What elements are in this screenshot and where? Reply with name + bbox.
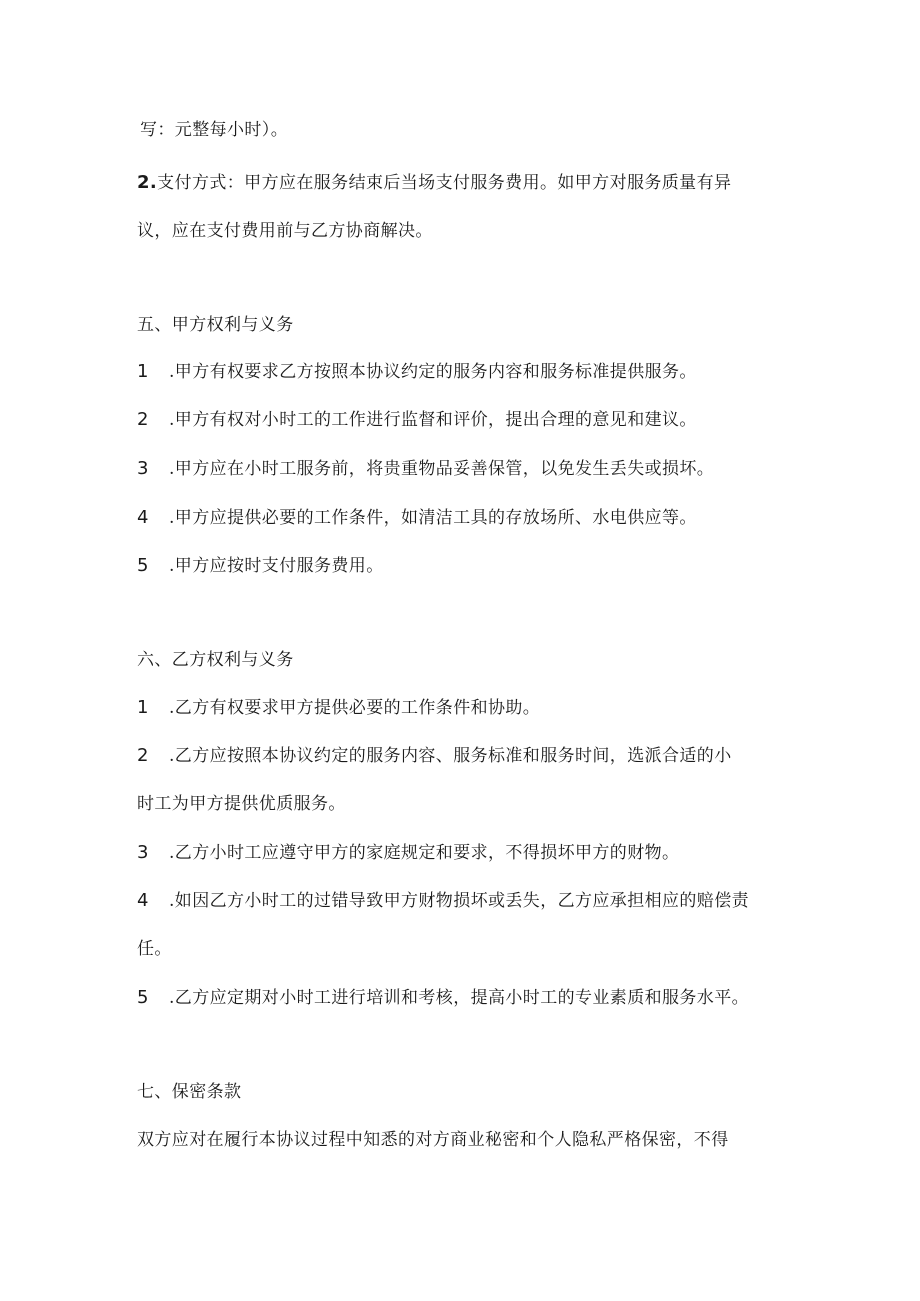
clause-number: 5 bbox=[137, 555, 149, 576]
payment-clause-line1 bbox=[137, 171, 731, 195]
party-b-clause-4-cont bbox=[137, 937, 172, 961]
clause-number: 5 bbox=[137, 987, 149, 1008]
clause-text: .甲方应按时支付服务费用。 bbox=[169, 556, 384, 576]
party-b-clause-4 bbox=[137, 889, 749, 913]
clause-number: 3 bbox=[137, 458, 149, 479]
party-b-clause-5 bbox=[137, 986, 749, 1010]
payment-clause-text: 支付方式：甲方应在服务结束后当场支付服务费用。如甲方对服务质量有异 bbox=[157, 173, 732, 193]
section-heading-text: 七、保密条款 bbox=[137, 1082, 242, 1102]
party-b-clause-2-cont bbox=[137, 792, 346, 816]
clause-text: .乙方有权要求甲方提供必要的工作条件和协助。 bbox=[169, 698, 541, 718]
clause-number: 4 bbox=[137, 507, 149, 528]
clause-number: 3 bbox=[137, 842, 149, 863]
payment-clause-line2 bbox=[137, 219, 433, 243]
clause-text: .甲方有权要求乙方按照本协议约定的服务内容和服务标准提供服务。 bbox=[169, 362, 697, 382]
clause-text: .甲方应在小时工服务前，将贵重物品妥善保管，以免发生丢失或损坏。 bbox=[169, 459, 715, 479]
payment-clause-text-cont: 议，应在支付费用前与乙方协商解决。 bbox=[137, 221, 433, 241]
clause-text: .甲方应提供必要的工作条件，如清洁工具的存放场所、水电供应等。 bbox=[169, 508, 697, 528]
party-a-clause-4 bbox=[137, 506, 697, 530]
party-a-clause-3 bbox=[137, 457, 714, 481]
clause-number: 2 bbox=[137, 745, 149, 766]
party-a-clause-2 bbox=[137, 408, 697, 432]
fee-note-text: 写：元整每小时）。 bbox=[140, 120, 289, 140]
clause-number: 1 bbox=[137, 361, 149, 382]
section-heading-party-b-rights bbox=[137, 648, 294, 672]
party-b-clause-3 bbox=[137, 841, 679, 865]
party-a-clause-1 bbox=[137, 360, 697, 384]
section-heading-party-a-rights bbox=[137, 313, 294, 337]
clause-text: .乙方应按照本协议约定的服务内容、服务标准和服务时间，选派合适的小 bbox=[169, 746, 732, 766]
confidentiality-body-line1 bbox=[137, 1128, 729, 1152]
party-b-clause-2 bbox=[137, 744, 732, 768]
clause-number: 1 bbox=[137, 697, 149, 718]
clause-text-cont: 时工为甲方提供优质服务。 bbox=[137, 794, 346, 814]
clause-text-cont: 任。 bbox=[137, 939, 172, 959]
clause-text: .乙方小时工应遵守甲方的家庭规定和要求，不得损坏甲方的财物。 bbox=[169, 843, 680, 863]
clause-number: 4 bbox=[137, 890, 149, 911]
clause-text: .甲方有权对小时工的工作进行监督和评价，提出合理的意见和建议。 bbox=[169, 410, 697, 430]
payment-clause-number: 2. bbox=[137, 172, 158, 193]
clause-text: .乙方应定期对小时工进行培训和考核，提高小时工的专业素质和服务水平。 bbox=[169, 988, 750, 1008]
party-a-clause-5 bbox=[137, 554, 384, 578]
confidentiality-text: 双方应对在履行本协议过程中知悉的对方商业秘密和个人隐私严格保密，不得 bbox=[137, 1130, 729, 1150]
section-heading-text: 五、甲方权利与义务 bbox=[137, 315, 294, 335]
clause-text: .如因乙方小时工的过错导致甲方财物损坏或丢失，乙方应承担相应的赔偿责 bbox=[169, 891, 750, 911]
party-b-clause-1 bbox=[137, 696, 540, 720]
section-heading-text: 六、乙方权利与义务 bbox=[137, 650, 294, 670]
section-heading-confidentiality bbox=[137, 1080, 241, 1104]
clause-number: 2 bbox=[137, 409, 149, 430]
fee-note-tail bbox=[140, 118, 288, 142]
